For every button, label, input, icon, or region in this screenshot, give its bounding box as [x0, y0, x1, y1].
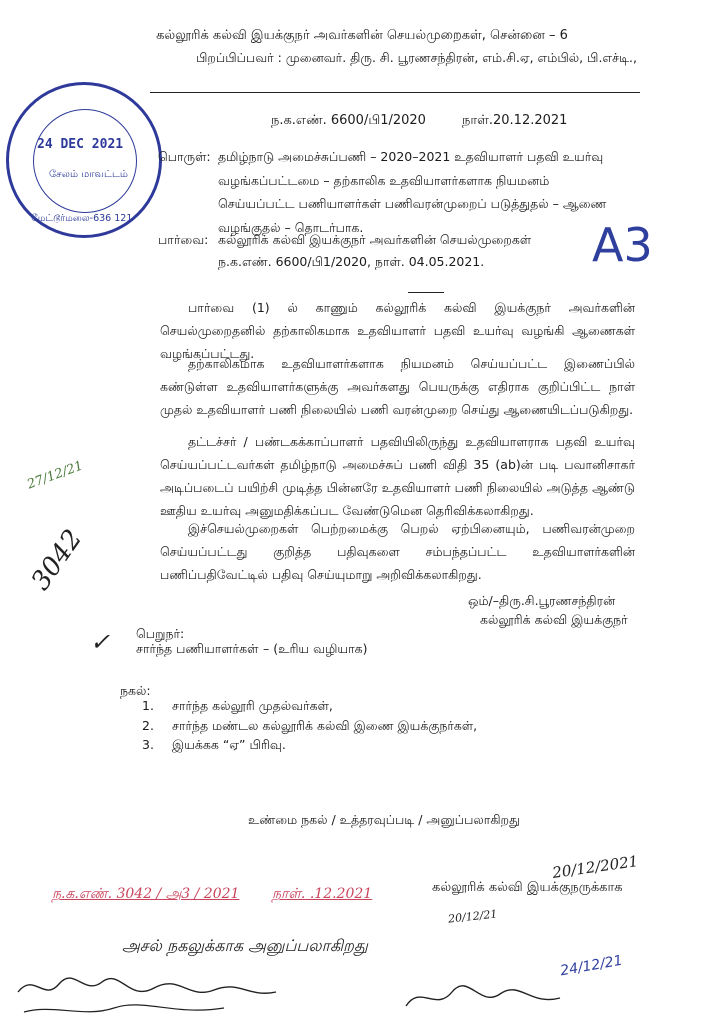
reference-line: ந.க.எண். 6600/பி1/2020, நாள். 04.05.2021. — [218, 254, 485, 269]
seal-pin: மேட்டூர்மலை-636 121 — [31, 213, 133, 224]
copy-item-number: 1. — [142, 698, 154, 713]
seal-date: 24 DEC 2021 — [37, 137, 124, 152]
handwritten-sign-date: 20/12/2021 — [551, 852, 640, 882]
handwritten-green-date: 27/12/21 — [25, 458, 86, 493]
handwritten-initials-date: 20/12/21 — [447, 907, 498, 926]
seal-city: சேலம் மாவட்டம் — [49, 169, 128, 180]
on-behalf-line: கல்லூரிக் கல்வி இயக்குநருக்காக — [432, 880, 623, 895]
signature-title: கல்லூரிக் கல்வி இயக்குநர் — [480, 612, 628, 627]
subject-line: வழங்குதல் – தொடர்பாக. — [218, 220, 364, 235]
handwritten-a3: A3 — [592, 218, 653, 272]
reference-line: கல்லூரிக் கல்வி இயக்குநர் அவர்களின் செயல்முறைகள் — [218, 232, 532, 247]
body-paragraph-3: தட்டச்சர் / பண்டகக்காப்பாளர் பதவியிலிருந்து உதவியாளராக பதவி உயர்வு செய்யப்பட்டவர்கள் தமிழ்நாடு அமைச்சுப் பணி விதி 35 (ab)ன் படி பவானிசாகர் அடிப்படைப் பயிற்சி முடித்த பின்னரே உதவியாளர் பணி நிலையில் அடுத்த ஆண்டு ஊதிய உயர்வு அனுமதிக்கப்பட வேண்டுமென தெரிவிக்கலாகிறது. — [160, 434, 635, 518]
ref-date: நாள்.20.12.2021 — [462, 113, 568, 128]
header-rule — [150, 92, 640, 93]
copy-item-number: 3. — [142, 737, 154, 752]
handwritten-blue-date: 24/12/21 — [559, 952, 624, 980]
subject-label: பொருள்: — [158, 149, 211, 164]
recipients-label: பெறுநர்: — [136, 626, 185, 641]
recipient-note: – (உரிய வழியாக) — [263, 641, 368, 656]
handwritten-bottom-note: அசல் நகலுக்காக அனுப்பலாகிறது — [122, 936, 368, 955]
copy-item: இயக்கக “ஏ” பிரிவு. — [172, 737, 286, 752]
copy-item: சார்ந்த மண்டல கல்லூரிக் கல்வி இணை இயக்குநர்கள், — [172, 718, 478, 733]
true-copy-line: உண்மை நகல் / உத்தரவுப்படி / அனுப்பலாகிறது — [248, 812, 520, 827]
recipient: சார்ந்த பணியாளர்கள் — [136, 641, 259, 656]
handwritten-pink-date: நாள். .12.2021 — [272, 886, 373, 902]
header-line-1: கல்லூரிக் கல்வி இயக்குநர் அவர்களின் செயல்முறைகள், சென்னை – 6 — [156, 28, 568, 43]
handwritten-number: 3042 — [25, 524, 89, 596]
body-paragraph-1: பார்வை (1) ல் காணும் கல்லூரிக் கல்வி இயக்குநர் அவர்களின் செயல்முறைதனில் தற்காலிகமாக உதவியாளர் பதவி உயர்வு வழங்கி ஆணைகள் வழங்கப்பட்டது. — [160, 300, 635, 361]
handwritten-tick-mark: ✓ — [90, 628, 111, 656]
handwritten-pink-ref: ந.க.எண். 3042 / அ3 / 2021 — [52, 886, 240, 902]
body-paragraph-4: இச்செயல்முறைகள் பெற்றமைக்கு பெறல் ஏற்பினையும், பணிவரன்முறை செய்யப்பட்டது குறித்த பதிவுகளை சம்பந்தப்பட்ட உதவியாளர்களின் பணிப்பதிவேட்டில் பதிவு செய்யுமாறு அறிவிக்கலாகிறது. — [160, 521, 635, 582]
handwritten-scribble — [14, 962, 284, 1022]
copy-item: சார்ந்த கல்லூரி முதல்வர்கள், — [172, 698, 333, 713]
short-divider — [408, 292, 444, 293]
subject-line: வழங்கப்பட்டமை – தற்காலிக உதவியாளர்களாக நியமனம் — [218, 173, 550, 188]
signature-name: ஒம்/–திரு.சி.பூரணசந்திரன் — [468, 593, 616, 608]
header-line-2: பிறப்பிப்பவர் : முனைவர். திரு. சி. பூரணசந்திரன், எம்.சி.ஏ, எம்பில், பி.எச்டி., — [196, 50, 637, 65]
reference-label: பார்வை: — [158, 232, 209, 247]
handwritten-scribble-right — [400, 972, 570, 1022]
copy-label: நகல்: — [120, 683, 151, 698]
body-paragraph-2: தற்காலிகமாக உதவியாளர்களாக நியமனம் செய்யப்பட்ட இணைப்பில் கண்டுள்ள உதவியாளர்களுக்கு அவர்களது பெயருக்கு எதிராக குறிப்பிட்ட நாள் முதல் உதவியாளர் பணி நிலையில் பணி வரன்முறை செய்து ஆணையிடப்படுகிறது. — [160, 356, 635, 417]
subject-line: செய்யப்பட்ட பணியாளர்கள் பணிவரன்முறைப் படுத்துதல் – ஆணை — [218, 196, 607, 211]
ref-number: ந.க.எண். 6600/பி1/2020 — [271, 113, 426, 128]
subject-line: தமிழ்நாடு அமைச்சுப்பணி – 2020–2021 உதவியாளர் பதவி உயர்வு — [218, 149, 604, 164]
office-seal — [6, 82, 162, 238]
copy-item-number: 2. — [142, 718, 154, 733]
